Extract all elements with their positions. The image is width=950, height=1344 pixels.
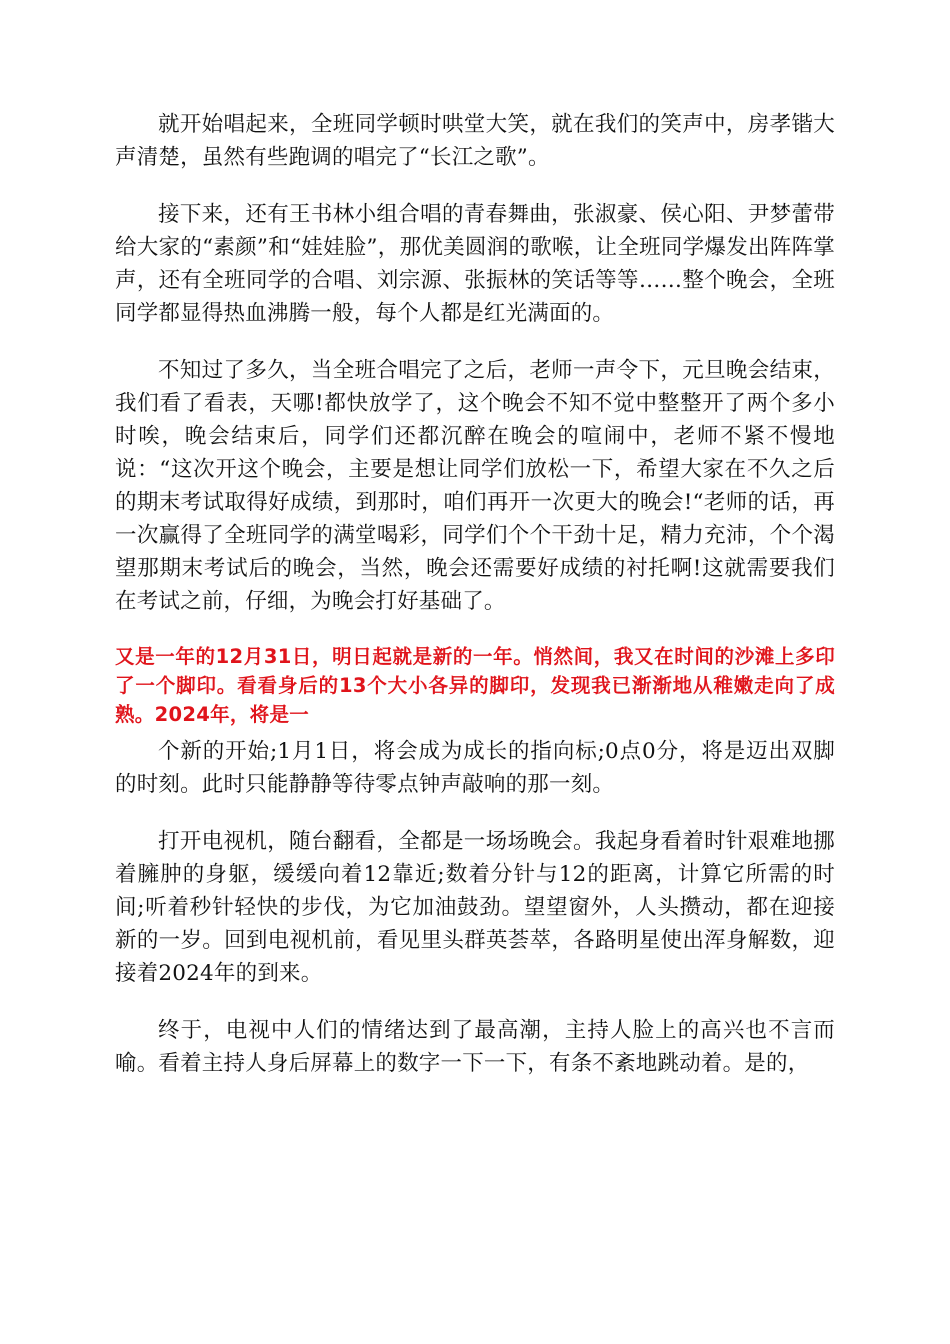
paragraph-climax: 终于，电视中人们的情绪达到了最高潮，主持人脸上的高兴也不言而喻。看着主持人身后屏幕上的数字一下一下，有条不紊地跳动着。是的， [115,1018,835,1076]
paragraph-party-end: 不知过了多久，当全班合唱完了之后，老师一声令下，元旦晚会结束，我们看了看表，天哪!都快放学了，这个晚会不知不觉中整整开了两个多小时唉，晚会结束后，同学们还都沉醉在晚会的喧闹中，老师不紧不慢地说：“这次开这个晚会，主要是想让同学们放松一下，希望大家在不久之后的期末考试取得好成绩，到那时，咱们再开一次更大的晚会!“老师的话，再一次赢得了全班同学的满堂喝彩，同学们个个干劲十足，精力充沛，个个渴望那期末考试后的晚会，当然，晚会还需要好成绩的衬托啊!这就需要我们在考试之前，仔细，为晚会打好基础了。 [115,358,835,614]
paragraph-new-beginning: 个新的开始;1月1日，将会成为成长的指向标;0点0分，将是迈出双脚的时刻。此时只能静静等待零点钟声敲响的那一刻。 [115,739,835,797]
paragraph-tv-watching: 打开电视机，随台翻看，全都是一场场晚会。我起身看着时针艰难地挪着臃肿的身躯，缓缓向着12靠近;数着分针与12的距离，计算它所需的时间;听着秒针轻快的步伐，为它加油鼓劲。望望窗外，人头攒动，都在迎接新的一岁。回到电视机前，看见里头群英荟萃，各路明星使出浑身解数，迎接着2024年的到来。 [115,829,835,986]
paragraph-singing: 就开始唱起来，全班同学顿时哄堂大笑，就在我们的笑声中，房孝锴大声清楚，虽然有些跑调的唱完了“长江之歌”。 [115,112,835,170]
paragraph-performances: 接下来，还有王书林小组合唱的青春舞曲，张淑豪、侯心阳、尹梦蕾带给大家的“素颜”和“娃娃脸”，那优美圆润的歌喉，让全班同学爆发出阵阵掌声，还有全班同学的合唱、刘宗源、张振林的笑话等等……整个晚会，全班同学都显得热血沸腾一般，每个人都是红光满面的。 [115,202,835,326]
highlight-heading: 又是一年的12月31日，明日起就是新的一年。悄然间，我又在时间的沙滩上多印了一个脚印。看看身后的13个大小各异的脚印，发现我已渐渐地从稚嫩走向了成熟。2024年，将是一 [115,645,835,726]
document-body [115,108,835,1104]
